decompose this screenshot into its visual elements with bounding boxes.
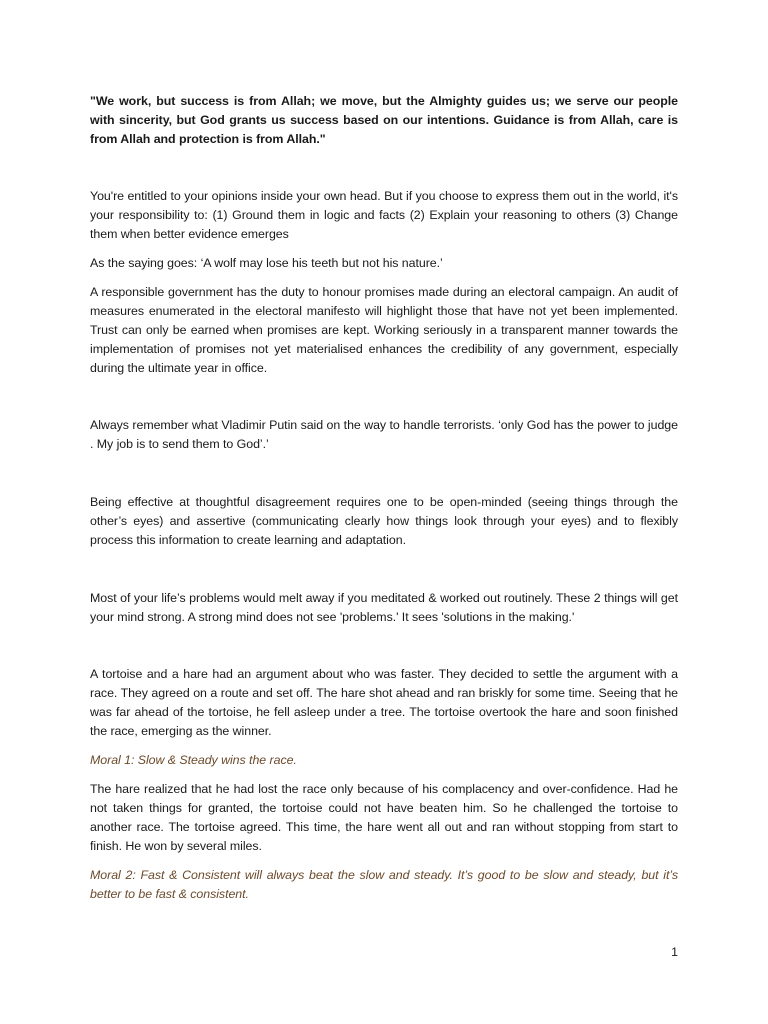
moral-1: Moral 1: Slow & Steady wins the race. xyxy=(90,753,297,767)
tortoise-hare-paragraph: A tortoise and a hare had an argument about who was faster. They decided to settle the argument with a race. They agreed on a route and set off. The hare shot ahead and ran briskly for some time. Seeing that he was far ahead of the tortoise, he fell asleep under a tree. The tortoise overtook the hare and soon finished the race, emerging as the winner. xyxy=(90,667,678,738)
putin-paragraph: Always remember what Vladimir Putin said on the way to handle terrorists. ‘only God has the power to judge . My job is to send them to God’.’ xyxy=(90,418,678,451)
quote-paragraph: "We work, but success is from Allah; we move, but the Almighty guides us; we serve our people with sincerity, but God grants us success based on our intentions. Guidance is from Allah, care is from Allah and protection is from Allah." xyxy=(90,94,678,146)
moral-2: Moral 2: Fast & Consistent will always beat the slow and steady. It’s good to be slow and steady, but it’s better to be fast & consistent. xyxy=(90,868,678,901)
hare-rematch-paragraph: The hare realized that he had lost the race only because of his complacency and over-confidence. Had he not taken things for granted, the tortoise could not have beaten him. So he challenged the tortoise to another race. The tortoise agreed. This time, the hare went all out and ran without stopping from start to finish. He won by several miles. xyxy=(90,782,678,853)
government-paragraph: A responsible government has the duty to honour promises made during an electoral campaign. An audit of measures enumerated in the electoral manifesto will highlight those that have not yet been implemented. Trust can only be earned when promises are kept. Working seriously in a transparent manner towards the implementation of promises not yet materialised enhances the credibility of any government, especially during the ultimate year in office. xyxy=(90,285,678,375)
opinions-paragraph: You're entitled to your opinions inside your own head. But if you choose to express them out in the world, it's your responsibility to: (1) Ground them in logic and facts (2) Explain your reasoning to others (3) Change them when better evidence emerges xyxy=(90,189,678,241)
life-problems-paragraph: Most of your life’s problems would melt away if you meditated & worked out routinely. These 2 things will get your mind strong. A strong mind does not see 'problems.' It sees 'solutions in the making.' xyxy=(90,591,678,624)
disagreement-paragraph: Being effective at thoughtful disagreement requires one to be open-minded (seeing things through the other’s eyes) and assertive (communicating clearly how things look through your eyes) and to flexibly process this information to create learning and adaptation. xyxy=(90,495,678,547)
saying-paragraph: As the saying goes: ‘A wolf may lose his teeth but not his nature.’ xyxy=(90,256,443,270)
page-number: 1 xyxy=(671,945,678,959)
